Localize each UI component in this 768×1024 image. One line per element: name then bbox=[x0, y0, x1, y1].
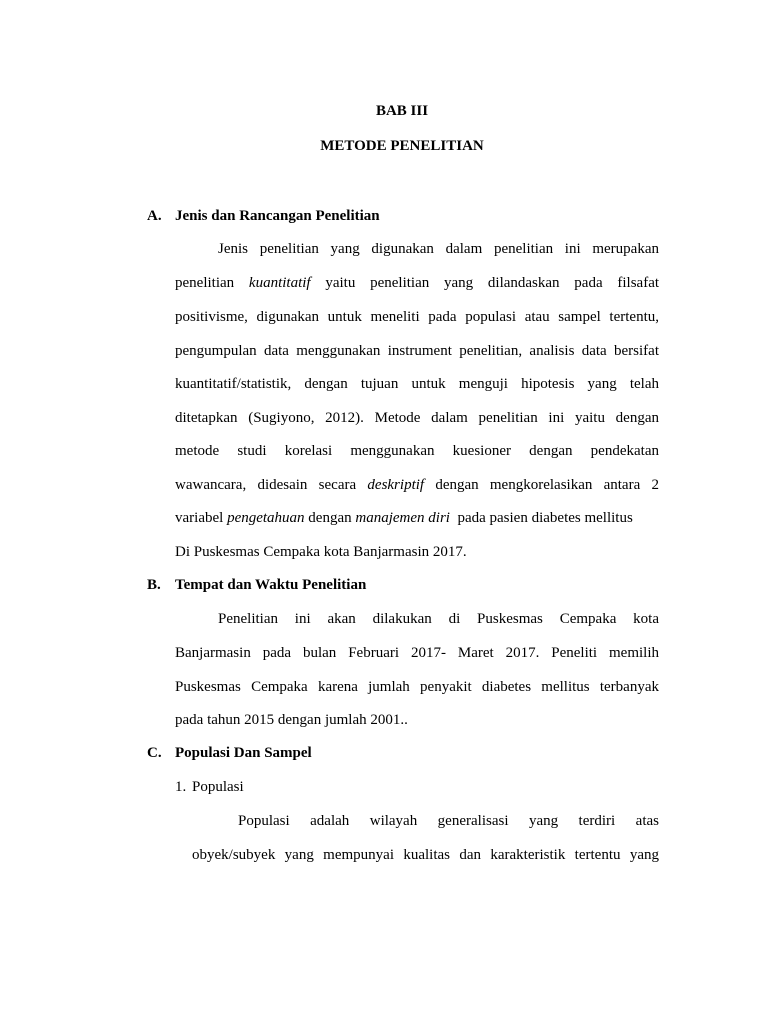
paragraph-line: Penelitian ini akan dilakukan di Puskesmas Cempaka kota bbox=[218, 611, 659, 627]
subsection-title: Populasi bbox=[192, 779, 244, 795]
italic-term: deskriptif bbox=[367, 477, 425, 493]
paragraph-line: Jenis penelitian yang digunakan dalam penelitian ini merupakan bbox=[218, 241, 659, 257]
paragraph-line: positivisme, digunakan untuk meneliti pada populasi atau sampel tertentu, bbox=[175, 309, 659, 325]
paragraph-line: obyek/subyek yang mempunyai kualitas dan karakteristik tertentu yang bbox=[192, 847, 659, 863]
paragraph-line: metode studi korelasi menggunakan kuesioner dengan pendekatan bbox=[175, 443, 659, 459]
section-b-label: B. bbox=[147, 577, 161, 593]
section-c-label: C. bbox=[147, 745, 162, 761]
paragraph-line: Banjarmasin pada bulan Februari 2017- Maret 2017. Peneliti memilih bbox=[175, 645, 659, 661]
subsection-number: 1. bbox=[175, 779, 187, 795]
paragraph-line: wawancara, didesain secara deskriptif dengan mengkorelasikan antara 2 bbox=[175, 477, 659, 493]
paragraph-line: Di Puskesmas Cempaka kota Banjarmasin 2017. bbox=[175, 544, 467, 560]
chapter-title: METODE PENELITIAN bbox=[320, 138, 484, 154]
section-c-title: Populasi Dan Sampel bbox=[175, 745, 312, 761]
paragraph-line: Puskesmas Cempaka karena jumlah penyakit diabetes mellitus terbanyak bbox=[175, 679, 659, 695]
italic-term: pengetahuan bbox=[227, 510, 305, 526]
chapter-number: BAB III bbox=[375, 103, 429, 119]
italic-term: kuantitatif bbox=[248, 275, 311, 291]
paragraph-line: pada tahun 2015 dengan jumlah 2001.. bbox=[175, 712, 408, 728]
paragraph-line: kuantitatif/statistik, dengan tujuan untuk menguji hipotesis yang telah bbox=[175, 376, 659, 392]
italic-term: manajemen diri bbox=[355, 510, 450, 526]
section-a-title: Jenis dan Rancangan Penelitian bbox=[175, 208, 380, 224]
paragraph-line: Populasi adalah wilayah generalisasi yang terdiri atas bbox=[238, 813, 659, 829]
paragraph-line: penelitian kuantitatif yaitu penelitian yang dilandaskan pada filsafat bbox=[175, 275, 660, 291]
paragraph-line: pengumpulan data menggunakan instrument penelitian, analisis data bersifat bbox=[175, 343, 659, 359]
paragraph-line: ditetapkan (Sugiyono, 2012). Metode dalam penelitian ini yaitu dengan bbox=[175, 410, 659, 426]
section-a-label: A. bbox=[147, 208, 162, 224]
paragraph-line: variabel pengetahuan dengan manajemen diri pada pasien diabetes mellitus bbox=[175, 510, 633, 526]
section-b-title: Tempat dan Waktu Penelitian bbox=[175, 577, 367, 593]
